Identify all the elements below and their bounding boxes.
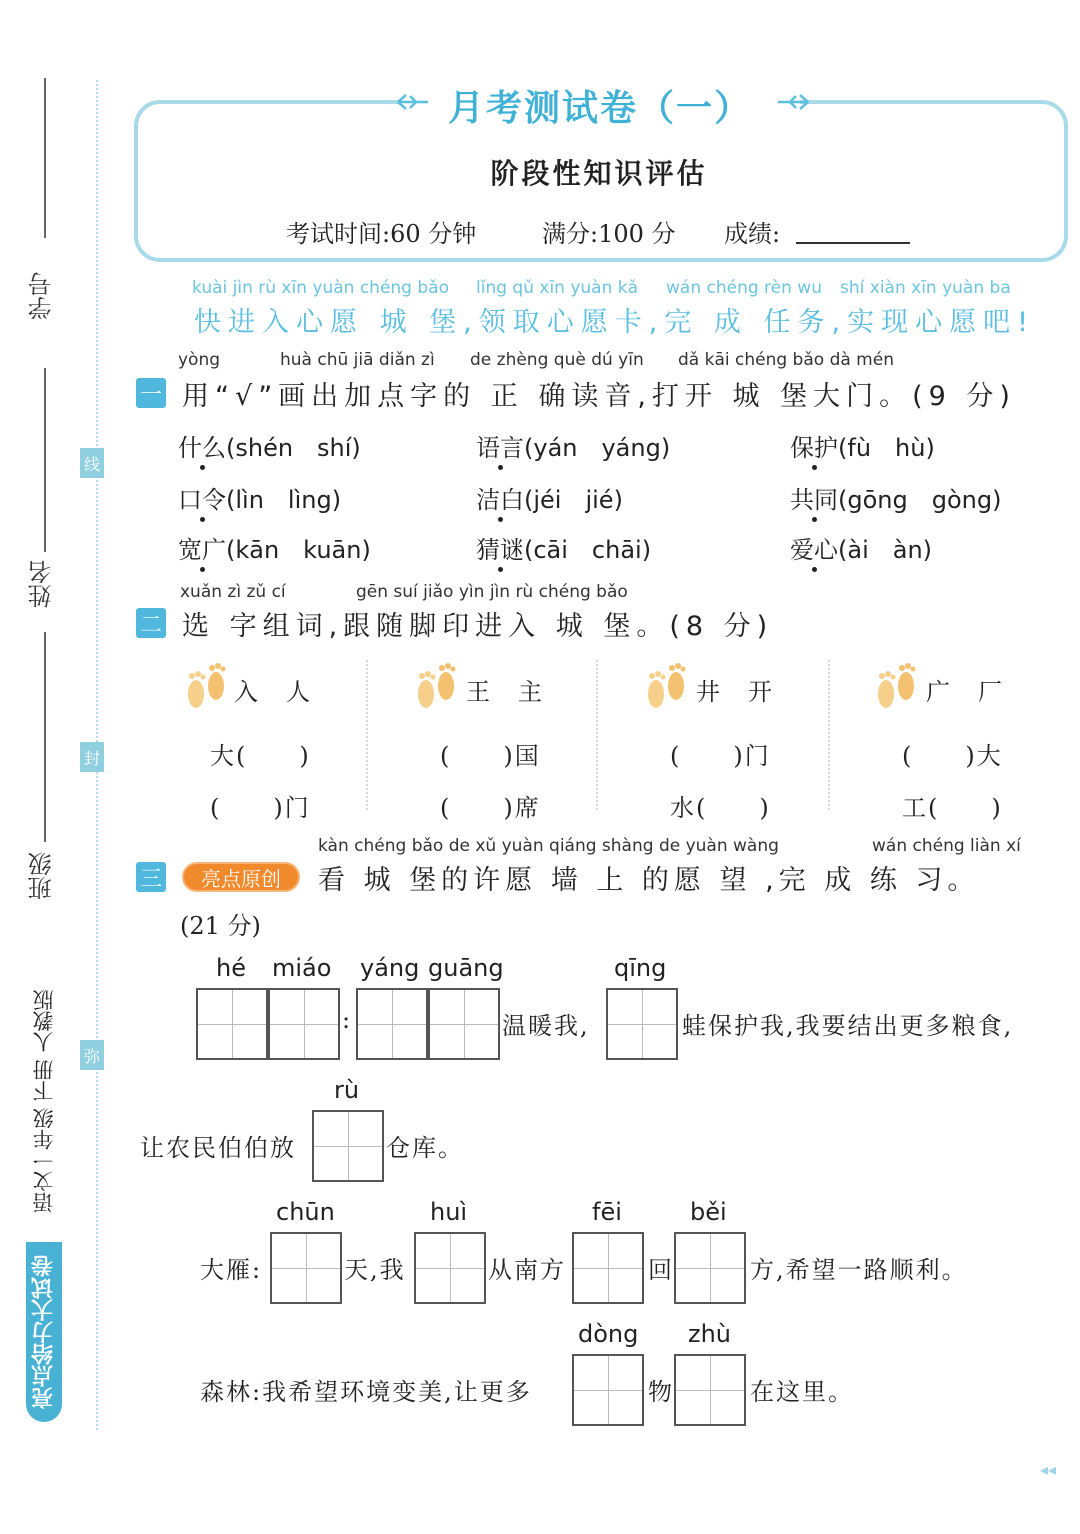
s1-item-7-word: 宽广 [178, 536, 226, 564]
s2-group-4-row2[interactable]: 工( ) [902, 794, 1003, 822]
s1-item-6-options[interactable]: (gōng gòng) [838, 486, 1002, 514]
full-score: 满分:100 分 [542, 220, 676, 248]
s2-group-2-chars: 王 主 [466, 678, 544, 706]
writing-box[interactable] [428, 988, 500, 1060]
section1-number: 一 [136, 378, 166, 408]
s3-pinyin-2: wán chéng liàn xí [872, 836, 1021, 856]
section2-question [182, 604, 773, 643]
s1-item-3-word: 保护 [790, 434, 838, 462]
s3-l1-text-b: 蛙保护我,我要结出更多粮食, [682, 1012, 1014, 1040]
s1-item-2-options[interactable]: (yán yáng) [524, 434, 671, 462]
writing-box[interactable] [674, 1354, 746, 1426]
grade-blank[interactable] [796, 242, 910, 244]
writing-box[interactable] [414, 1232, 486, 1304]
s3-l4-pinyin-zhu: zhù [688, 1320, 732, 1348]
s1-item-2-word: 语言 [476, 434, 524, 462]
s2-group-4-chars: 广 厂 [926, 678, 1004, 706]
series-label [26, 960, 62, 1422]
s1-item-8-word: 猜谜 [476, 536, 524, 564]
writing-box[interactable] [270, 1232, 342, 1304]
page-arrows-icon: ◂◂ [1040, 1460, 1057, 1479]
exam-subtitle: 阶段性知识评估 [490, 157, 708, 190]
footprint-icon [408, 658, 464, 714]
s1-item-5-word: 洁白 [476, 486, 524, 514]
writing-box[interactable] [572, 1232, 644, 1304]
s1-item-7-options[interactable]: (kān kuān) [226, 536, 371, 564]
section3-question: 看 城 堡的许愿 墙 上 的愿 望 ,完 成 练 习。 [318, 865, 980, 896]
s1-item-8-options[interactable]: (cāi chāi) [524, 536, 652, 564]
section1-question [182, 374, 1016, 413]
s1-item-8[interactable] [476, 530, 651, 565]
s3-l3-text-a: 天,我 [344, 1256, 406, 1284]
s3-l2-pinyin-ru: rù [334, 1076, 360, 1104]
student-id-label: 学号 [28, 272, 56, 320]
writing-box[interactable] [312, 1110, 384, 1182]
s2-group-3-chars: 井 开 [696, 678, 774, 706]
s3-l3-pinyin-hui: huì [430, 1198, 468, 1226]
name-line [44, 368, 46, 552]
s1-pinyin-3: de zhèng què dú yīn [470, 350, 644, 370]
s1-item-5-options[interactable]: (jéi jié) [524, 486, 623, 514]
s3-l4-text-a: 森林:我希望环境变美,让更多 [200, 1378, 532, 1406]
s3-l4-pinyin-dong: dòng [578, 1320, 639, 1348]
s1-item-9[interactable] [790, 530, 932, 565]
s1-pinyin-2: huà chū jiā diǎn zì [280, 350, 435, 370]
s1-item-9-options[interactable]: (ài àn) [838, 536, 933, 564]
s1-item-2[interactable] [476, 428, 670, 463]
s1-item-1-word: 什么 [178, 434, 226, 462]
exam-title: 月考测试卷（一） [447, 88, 752, 129]
grade-label: 成绩: [724, 220, 781, 248]
s1-item-9-word: 爱心 [790, 536, 838, 564]
s1-item-6[interactable] [790, 480, 1001, 515]
series-brand: 亮点给力大试卷 [26, 1242, 62, 1422]
s1-item-6-word: 共同 [790, 486, 838, 514]
s3-l3-pinyin-bei: běi [690, 1198, 727, 1226]
s3-l1-pinyin-qing: qīng [614, 954, 667, 982]
s2-group-4-row1[interactable]: ( )大 [902, 742, 1003, 770]
writing-box[interactable] [356, 988, 428, 1060]
writing-box[interactable] [674, 1232, 746, 1304]
footprint-icon [638, 658, 694, 714]
s1-pinyin-4: dǎ kāi chéng bǎo dà mén [678, 350, 894, 370]
intro-pinyin-3: wán chéng rèn wu [666, 278, 822, 298]
s1-item-1-options[interactable]: (shén shí) [226, 434, 361, 462]
tag-line: 线 [80, 448, 104, 478]
intro-pinyin-4: shí xiàn xīn yuàn ba [840, 278, 1011, 298]
s2-group-1-row1[interactable]: 大( ) [210, 742, 311, 770]
s2-group-3-row1[interactable]: ( )门 [670, 742, 771, 770]
s3-l1-colon: : [342, 1006, 353, 1034]
s2-column-divider-2 [596, 660, 598, 810]
s3-l2-text-b: 仓库。 [386, 1134, 464, 1162]
s2-group-1-chars: 入 人 [234, 678, 312, 706]
s1-pinyin-1: yòng [178, 350, 221, 370]
writing-box[interactable] [606, 988, 678, 1060]
section2-number: 二 [136, 608, 166, 638]
s3-l1-pinyin-he: hé [216, 954, 246, 982]
s3-l3-text-c: 回 [648, 1256, 674, 1284]
s1-item-3[interactable] [790, 428, 935, 463]
s3-l3-pinyin-chun: chūn [276, 1198, 335, 1226]
s2-pinyin-1: xuǎn zì zǔ cí [180, 582, 286, 602]
s1-item-1[interactable] [178, 428, 361, 463]
original-badge: 亮点原创 [182, 862, 300, 892]
s3-l3-pinyin-fei: fēi [592, 1198, 622, 1226]
s3-l1-text-a: 温暖我, [502, 1012, 590, 1040]
section1-points: (9 分) [912, 381, 1016, 412]
s2-group-2-row1[interactable]: ( )国 [440, 742, 541, 770]
s1-item-4[interactable] [178, 480, 341, 515]
intro-pinyin-1: kuài jìn rù xīn yuàn chéng bǎo [192, 278, 449, 298]
intro-pinyin-2: lǐng qǔ xīn yuàn kǎ [476, 278, 639, 298]
writing-box[interactable] [196, 988, 268, 1060]
s2-pinyin-2: gēn suí jiǎo yìn jìn rù chéng bǎo [356, 582, 628, 602]
writing-box[interactable] [268, 988, 340, 1060]
intro-text: 快进入心愿 城 堡,领取心愿卡,完 成 任务,实现心愿吧! [194, 307, 1035, 338]
tag-seal: 封 [80, 742, 104, 772]
footprint-icon [868, 658, 924, 714]
s2-group-2-row2[interactable]: ( )席 [440, 794, 541, 822]
s2-column-divider-3 [828, 660, 830, 810]
s1-item-7[interactable] [178, 530, 371, 565]
s1-item-4-word: 口令 [178, 486, 226, 514]
s3-l4-text-c: 在这里。 [750, 1378, 854, 1406]
s3-l3-label: 大雁: [200, 1256, 263, 1284]
section2-points: (8 分) [669, 611, 774, 642]
exam-time: 考试时间:60 分钟 [286, 220, 477, 248]
class-line [44, 632, 46, 842]
right-arrow-ornament-icon [776, 92, 810, 112]
tag-dense: 弥 [80, 1040, 104, 1070]
s3-l3-text-d: 方,希望一路顺利。 [750, 1256, 968, 1284]
student-id-line [44, 78, 46, 238]
s2-group-1-row2[interactable]: ( )门 [210, 794, 311, 822]
s3-l4-text-b: 物 [648, 1378, 674, 1406]
footprint-icon [178, 658, 234, 714]
writing-box[interactable] [572, 1354, 644, 1426]
s3-l1-pinyin-guang: guāng [428, 954, 504, 982]
s2-column-divider-1 [366, 660, 368, 810]
s3-pinyin-1: kàn chéng bǎo de xǔ yuàn qiáng shàng de yuàn wàng [318, 836, 779, 856]
s3-l3-text-b: 从南方 [488, 1256, 566, 1284]
name-label: 姓名 [28, 560, 56, 608]
series-info: 语文一年级 下册 人教版 [26, 960, 62, 1242]
s1-item-3-options[interactable]: (fù hù) [838, 434, 935, 462]
section2-question-text: 选 字组词,跟随脚印进入 城 堡。 [182, 611, 670, 642]
s1-item-5[interactable] [476, 480, 623, 515]
section1-question-text: 用“√”画出加点字的 正 确读音,打开 城 堡大门。 [182, 381, 913, 412]
s2-group-3-row2[interactable]: 水( ) [670, 794, 771, 822]
section3-number: 三 [136, 862, 166, 892]
s3-l2-text-a: 让农民伯伯放 [140, 1134, 296, 1162]
s3-l1-pinyin-miao: miáo [272, 954, 332, 982]
s1-item-4-options[interactable]: (lìn lìng) [226, 486, 342, 514]
class-label: 班级 [28, 852, 56, 900]
section3-points: (21 分) [180, 912, 261, 940]
s3-l1-pinyin-yang: yáng [360, 954, 420, 982]
